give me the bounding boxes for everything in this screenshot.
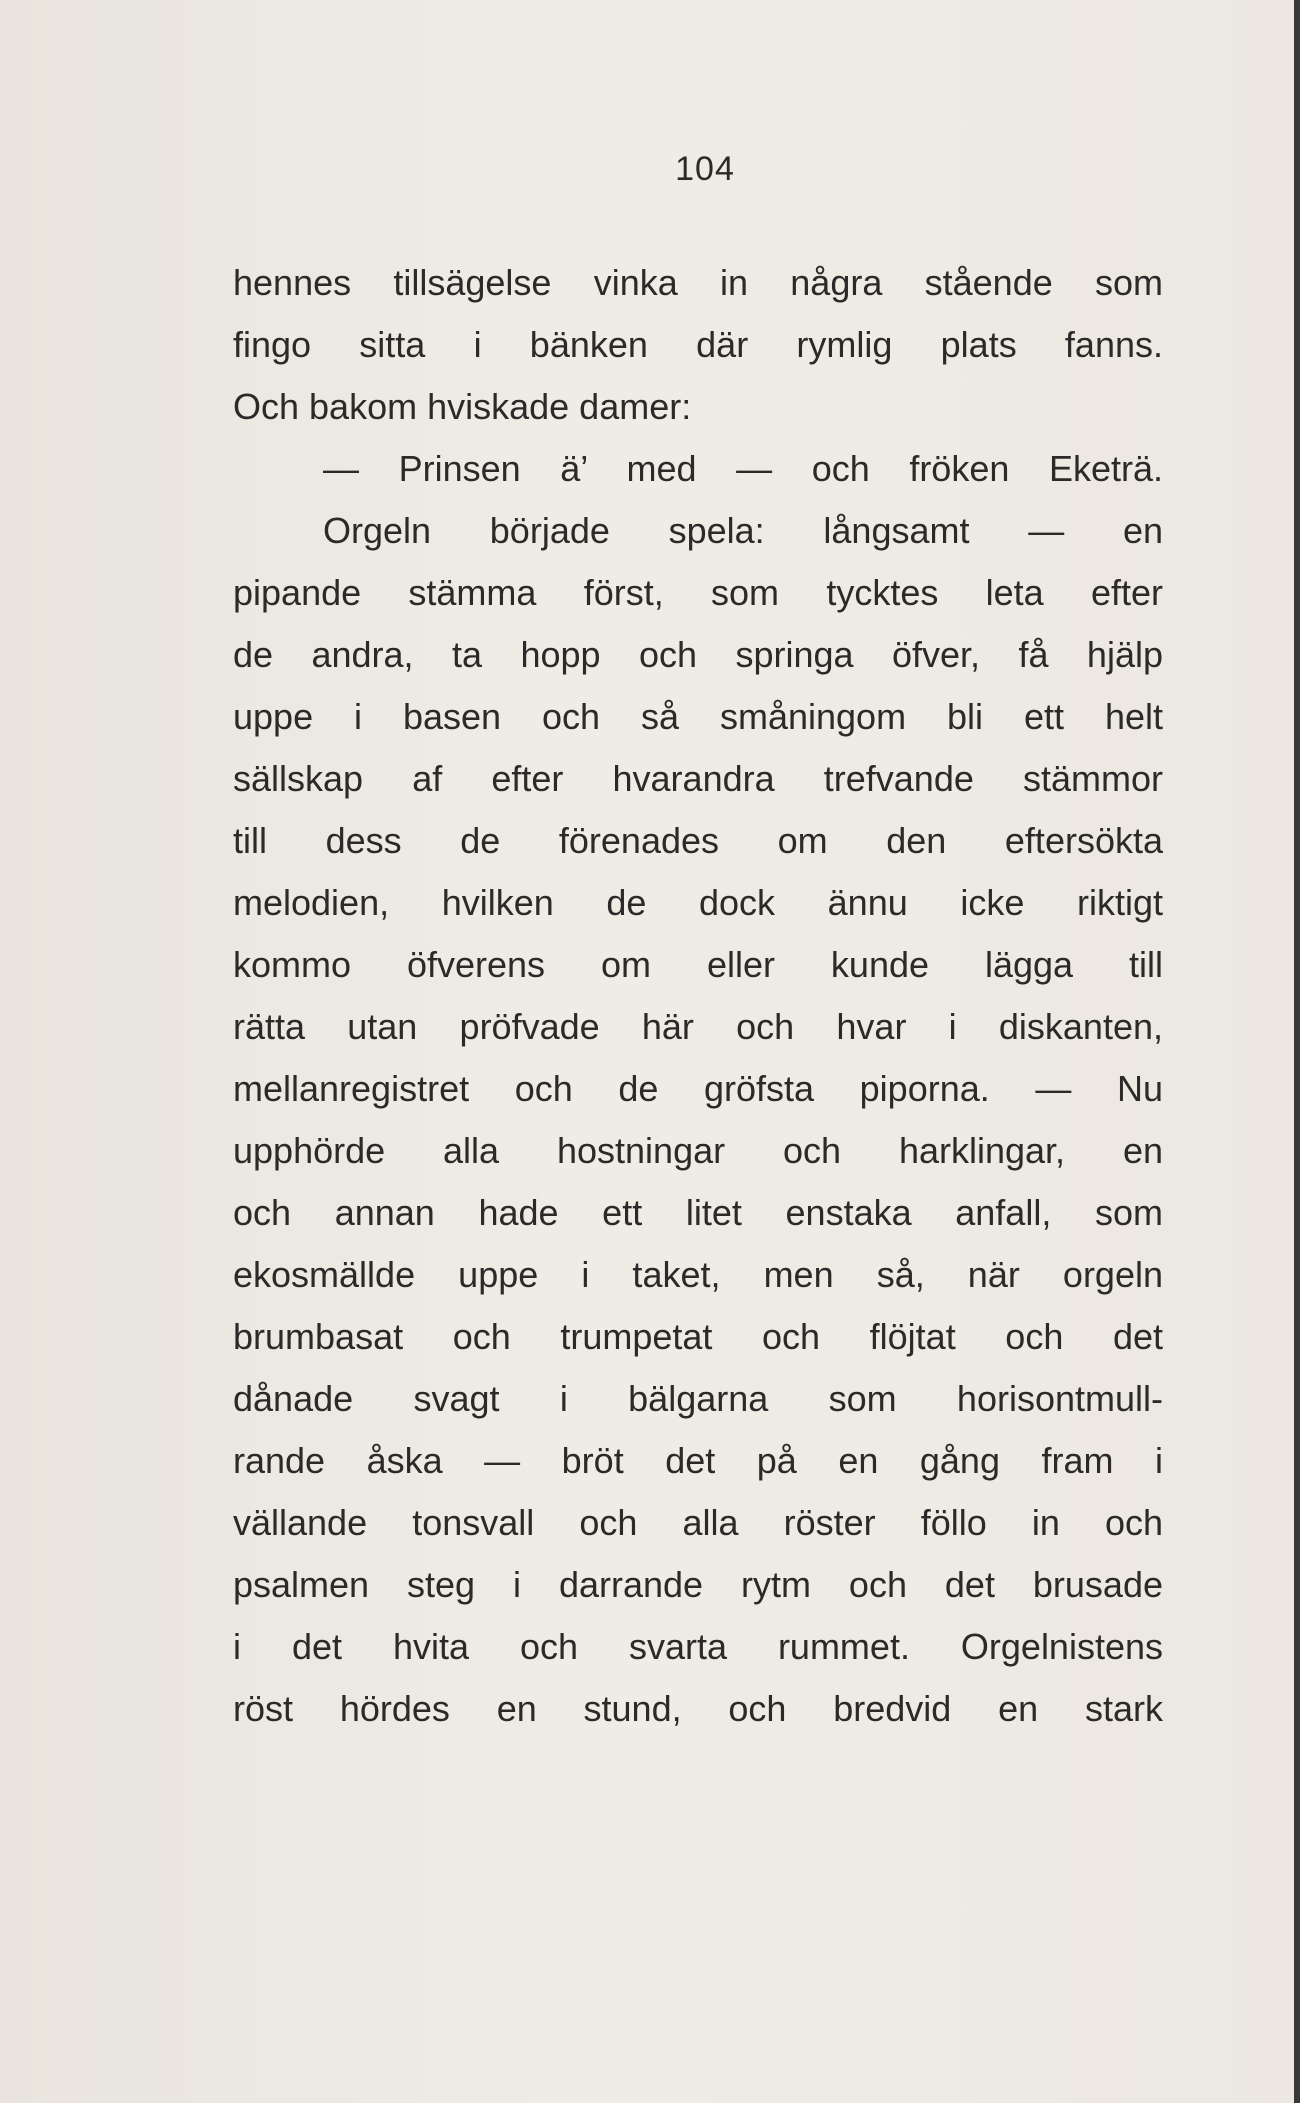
text-line: rande åska — bröt det på en gång fram i xyxy=(233,1440,1163,1481)
text-line: röst hördes en stund, och bredvid en stark xyxy=(233,1688,1163,1729)
text-line: och annan hade ett litet enstaka anfall, som xyxy=(233,1192,1163,1233)
text-line: brumbasat och trumpetat och flöjtat och det xyxy=(233,1316,1163,1357)
text-line: Och bakom hviskade damer: xyxy=(233,386,692,427)
text-line: kommo öfverens om eller kunde lägga till xyxy=(233,944,1163,985)
text-line: psalmen steg i darrande rytm och det brusade xyxy=(233,1564,1163,1605)
text-line: ekosmällde uppe i taket, men så, när orgeln xyxy=(233,1254,1163,1295)
text-line: mellanregistret och de gröfsta piporna. — Nu xyxy=(233,1068,1163,1109)
page-number: 104 xyxy=(675,150,735,188)
text-line: melodien, hvilken de dock ännu icke riktigt xyxy=(233,882,1163,923)
page-edge xyxy=(1294,0,1300,2103)
text-line: dånade svagt i bälgarna som horisontmull- xyxy=(233,1378,1163,1419)
body-text xyxy=(233,252,1163,1740)
text-line: de andra, ta hopp och springa öfver, få hjälp xyxy=(233,634,1163,675)
text-line: rätta utan pröfvade här och hvar i diskanten, xyxy=(233,1006,1163,1047)
text-line: uppe i basen och så småningom bli ett helt xyxy=(233,696,1163,737)
text-line: vällande tonsvall och alla röster föllo in och xyxy=(233,1502,1163,1543)
text-line: upphörde alla hostningar och harklingar, en xyxy=(233,1130,1163,1171)
text-line: i det hvita och svarta rummet. Orgelnistens xyxy=(233,1626,1163,1667)
text-line: sällskap af efter hvarandra trefvande stämmor xyxy=(233,758,1163,799)
text-line: pipande stämma först, som tycktes leta efter xyxy=(233,572,1163,613)
text-line: hennes tillsägelse vinka in några stående som xyxy=(233,262,1163,303)
text-line: — Prinsen ä’ med — och fröken Eketrä. xyxy=(323,448,1163,489)
text-line: Orgeln började spela: långsamt — en xyxy=(323,510,1163,551)
text-line: fingo sitta i bänken där rymlig plats fanns. xyxy=(233,324,1163,365)
text-line: till dess de förenades om den eftersökta xyxy=(233,820,1163,861)
